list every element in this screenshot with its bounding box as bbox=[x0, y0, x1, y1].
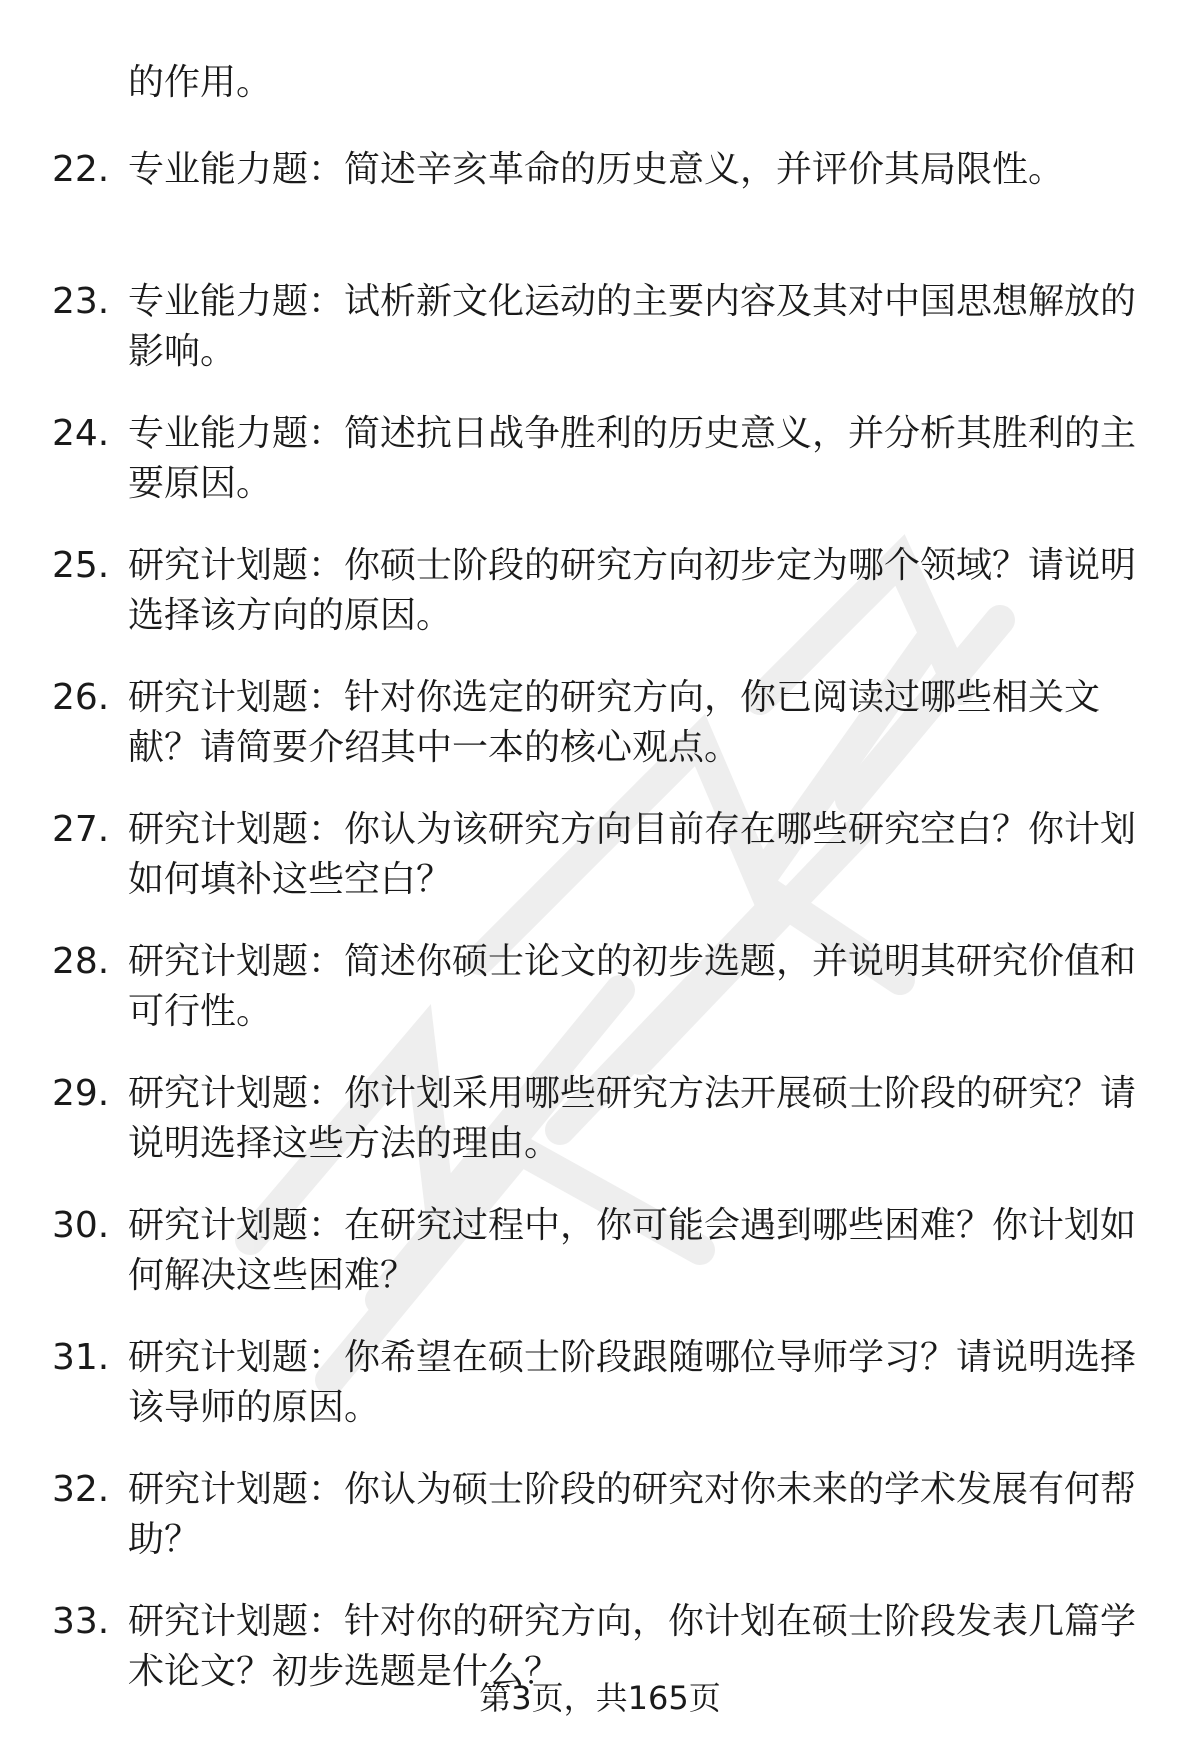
question-text bbox=[128, 1201, 1140, 1301]
question-text bbox=[128, 937, 1140, 1037]
question-text bbox=[128, 409, 1140, 509]
list-item bbox=[0, 1333, 1200, 1465]
question-list bbox=[0, 145, 1200, 1729]
list-item bbox=[0, 409, 1200, 541]
question-number: 22. bbox=[52, 149, 110, 190]
list-item bbox=[0, 937, 1200, 1069]
question-line: 可行性。 bbox=[128, 991, 273, 1032]
question-text bbox=[128, 145, 1140, 195]
question-line: 研究计划题：针对你选定的研究方向，你已阅读过哪些相关文 bbox=[128, 677, 1101, 718]
page-footer: 第3页，共165页 bbox=[479, 1679, 721, 1717]
question-number: 33. bbox=[52, 1601, 110, 1642]
question-line: 研究计划题：你希望在硕士阶段跟随哪位导师学习？请说明选择 bbox=[128, 1337, 1137, 1378]
question-line: 研究计划题：针对你的研究方向，你计划在硕士阶段发表几篇学 bbox=[128, 1601, 1137, 1642]
question-line: 专业能力题：试析新文化运动的主要内容及其对中国思想解放的 bbox=[128, 281, 1137, 322]
list-item bbox=[0, 1069, 1200, 1201]
question-number: 23. bbox=[52, 281, 110, 322]
question-number: 24. bbox=[52, 413, 110, 454]
question-text bbox=[128, 1465, 1140, 1565]
question-number: 28. bbox=[52, 941, 110, 982]
question-number: 29. bbox=[52, 1073, 110, 1114]
question-number: 31. bbox=[52, 1337, 110, 1378]
question-text bbox=[128, 805, 1140, 905]
question-line: 助？ bbox=[128, 1519, 201, 1560]
question-line: 该导师的原因。 bbox=[128, 1387, 381, 1428]
question-line: 要原因。 bbox=[128, 463, 273, 504]
question-line: 专业能力题：简述辛亥革命的历史意义，并评价其局限性。 bbox=[128, 149, 1065, 190]
question-line: 研究计划题：你认为该研究方向目前存在哪些研究空白？你计划 bbox=[128, 809, 1137, 850]
question-line: 研究计划题：在研究过程中，你可能会遇到哪些困难？你计划如 bbox=[128, 1205, 1137, 1246]
question-text bbox=[128, 673, 1140, 773]
list-item bbox=[0, 673, 1200, 805]
list-item bbox=[0, 1465, 1200, 1597]
question-line: 选择该方向的原因。 bbox=[128, 595, 453, 636]
list-item bbox=[0, 145, 1200, 277]
question-number: 30. bbox=[52, 1205, 110, 1246]
question-number: 26. bbox=[52, 677, 110, 718]
question-line: 专业能力题：简述抗日战争胜利的历史意义，并分析其胜利的主 bbox=[128, 413, 1137, 454]
question-line: 献？请简要介绍其中一本的核心观点。 bbox=[128, 727, 741, 768]
question-text bbox=[128, 541, 1140, 641]
list-item bbox=[0, 1201, 1200, 1333]
question-text bbox=[128, 277, 1140, 377]
question-number: 25. bbox=[52, 545, 110, 586]
question-number: 32. bbox=[52, 1469, 110, 1510]
question-line: 术论文？初步选题是什么？ bbox=[128, 1651, 561, 1692]
question-line: 研究计划题：你硕士阶段的研究方向初步定为哪个领域？请说明 bbox=[128, 545, 1137, 586]
list-item bbox=[0, 805, 1200, 937]
question-line: 研究计划题：你计划采用哪些研究方法开展硕士阶段的研究？请 bbox=[128, 1073, 1137, 1114]
question-text bbox=[128, 1333, 1140, 1433]
question-line: 影响。 bbox=[128, 331, 237, 372]
question-number: 27. bbox=[52, 809, 110, 850]
question-text bbox=[128, 1069, 1140, 1169]
list-item bbox=[0, 541, 1200, 673]
question-line: 说明选择这些方法的理由。 bbox=[128, 1123, 561, 1164]
question-line: 如何填补这些空白？ bbox=[128, 859, 453, 900]
list-item bbox=[0, 277, 1200, 409]
question-line: 研究计划题：你认为硕士阶段的研究对你未来的学术发展有何帮 bbox=[128, 1469, 1137, 1510]
question-line: 何解决这些困难？ bbox=[128, 1255, 417, 1296]
continuation-text: 的作用。 bbox=[128, 62, 273, 103]
question-line: 研究计划题：简述你硕士论文的初步选题，并说明其研究价值和 bbox=[128, 941, 1137, 982]
